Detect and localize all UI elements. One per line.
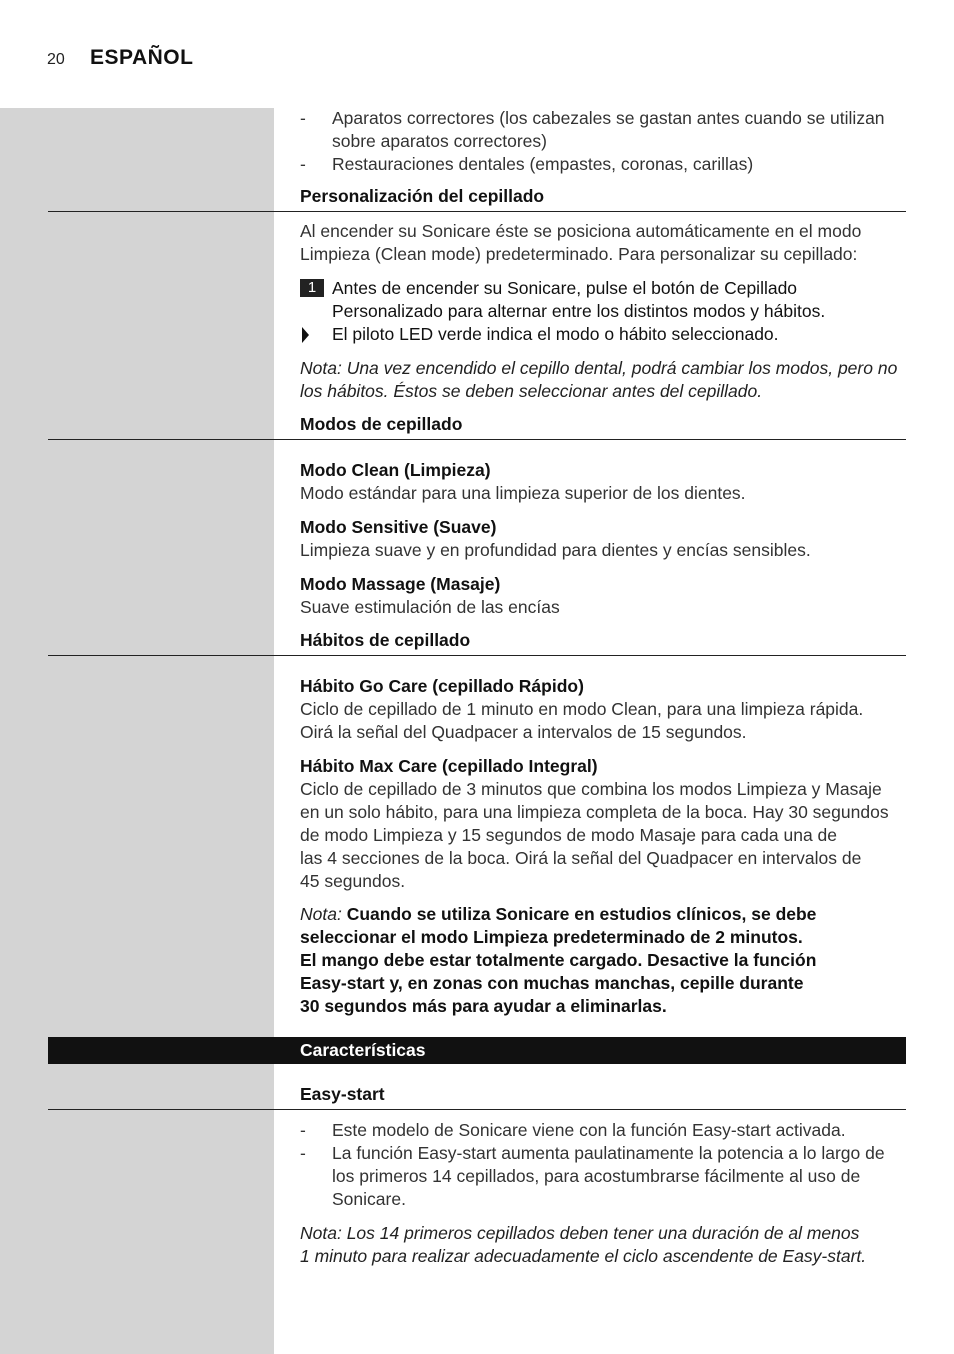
section-divider <box>48 1109 906 1110</box>
note-line: Cuando se utiliza Sonicare en estudios clínicos, se debe <box>346 904 817 924</box>
mode-description: Modo estándar para una limpieza superior de los dientes. <box>300 483 746 503</box>
paragraph-line: Al encender su Sonicare éste se posiciona automáticamente en el modo <box>300 221 862 241</box>
result-arrow-icon <box>302 327 309 343</box>
note-line: El mango debe estar totalmente cargado. Desactive la función <box>300 950 817 970</box>
dash-marker: - <box>300 1143 306 1163</box>
result-line: El piloto LED verde indica el modo o hábito seleccionado. <box>332 324 779 344</box>
dash-marker: - <box>300 154 306 174</box>
list-item <box>300 153 905 176</box>
list-item <box>300 1119 905 1142</box>
note-line: 30 segundos más para ayudar a eliminarlas. <box>300 996 667 1016</box>
section-heading-personalizacion: Personalización del cepillado <box>300 186 545 206</box>
easy-start-note <box>300 1222 905 1268</box>
step-result <box>300 323 905 346</box>
habit-line: Oirá la señal del Quadpacer a intervalos de 15 segundos. <box>300 722 747 742</box>
step-block <box>300 277 905 346</box>
mode-title: Modo Clean (Limpieza) <box>300 460 491 480</box>
language-heading: ESPAÑOL <box>90 46 194 69</box>
step-line: Antes de encender su Sonicare, pulse el botón de Cepillado <box>332 278 798 298</box>
habit-line: Ciclo de cepillado de 3 minutos que combina los modos Limpieza y Masaje <box>300 779 882 799</box>
bullet-line: La función Easy-start aumenta paulatinamente la potencia a lo largo de <box>332 1143 885 1163</box>
section-divider <box>48 655 906 656</box>
mode-item <box>300 459 905 505</box>
easy-start-bullets <box>300 1119 905 1211</box>
paragraph-line: Limpieza (Clean mode) predeterminado. Para personalizar su cepillado: <box>300 244 858 264</box>
list-item <box>300 107 905 153</box>
bullet-line: Aparatos correctores (los cabezales se gastan antes cuando se utilizan <box>332 108 885 128</box>
section-heading-habitos: Hábitos de cepillado <box>300 630 471 650</box>
habit-line: en un solo hábito, para una limpieza completa de la boca. Hay 30 segundos <box>300 802 889 822</box>
clinical-note <box>300 903 905 1018</box>
mode-item <box>300 573 905 619</box>
step-item <box>300 277 905 323</box>
note-line: Easy-start y, en zonas con muchas manchas, cepille durante <box>300 973 804 993</box>
section-divider <box>48 211 906 212</box>
note-line: Nota: Los 14 primeros cepillados deben tener una duración de al menos <box>300 1223 860 1243</box>
habit-line: Ciclo de cepillado de 1 minuto en modo Clean, para una limpieza rápida. <box>300 699 864 719</box>
bullet-line: los primeros 14 cepillados, para acostumbrarse fácilmente al uso de <box>332 1166 861 1186</box>
bullet-line: Restauraciones dentales (empastes, coronas, carillas) <box>332 154 754 174</box>
habit-max-care <box>300 755 905 893</box>
mode-item <box>300 516 905 562</box>
dash-marker: - <box>300 108 306 128</box>
bullet-line: Sonicare. <box>332 1189 406 1209</box>
chapter-bar <box>48 1037 906 1064</box>
section-heading-easy-start: Easy-start <box>300 1084 385 1104</box>
note-line: los hábitos. Éstos se deben seleccionar antes del cepillado. <box>300 381 763 401</box>
note-block <box>300 357 905 403</box>
step-line: Personalizado para alternar entre los distintos modos y hábitos. <box>332 301 826 321</box>
section-heading-modos: Modos de cepillado <box>300 414 463 434</box>
left-margin-panel <box>0 108 274 1354</box>
personalizacion-intro <box>300 220 905 266</box>
note-line: Nota: Una vez encendido el cepillo dental, podrá cambiar los modos, pero no <box>300 358 898 378</box>
habit-line: las 4 secciones de la boca. Oirá la señal del Quadpacer en intervalos de <box>300 848 862 868</box>
note-prefix: Nota: <box>300 904 342 924</box>
step-number-badge: 1 <box>300 279 324 297</box>
habit-line: de modo Limpieza y 15 segundos de modo Masaje para cada una de <box>300 825 838 845</box>
chapter-title: Características <box>300 1040 426 1060</box>
habit-go-care <box>300 675 905 744</box>
habit-line: 45 segundos. <box>300 871 406 891</box>
bullet-line: sobre aparatos correctores) <box>332 131 547 151</box>
mode-title: Modo Massage (Masaje) <box>300 574 501 594</box>
bullet-line: Este modelo de Sonicare viene con la función Easy-start activada. <box>332 1120 846 1140</box>
note-line: 1 minuto para realizar adecuadamente el ciclo ascendente de Easy-start. <box>300 1246 867 1266</box>
habit-title: Hábito Max Care (cepillado Integral) <box>300 756 598 776</box>
dash-marker: - <box>300 1120 306 1140</box>
note-line: seleccionar el modo Limpieza predeterminado de 2 minutos. <box>300 927 803 947</box>
section-divider <box>48 439 906 440</box>
page-number: 20 <box>47 51 65 68</box>
mode-description: Limpieza suave y en profundidad para dientes y encías sensibles. <box>300 540 811 560</box>
intro-bullet-list <box>300 107 905 176</box>
mode-title: Modo Sensitive (Suave) <box>300 517 497 537</box>
mode-description: Suave estimulación de las encías <box>300 597 560 617</box>
list-item <box>300 1142 905 1211</box>
habit-title: Hábito Go Care (cepillado Rápido) <box>300 676 584 696</box>
